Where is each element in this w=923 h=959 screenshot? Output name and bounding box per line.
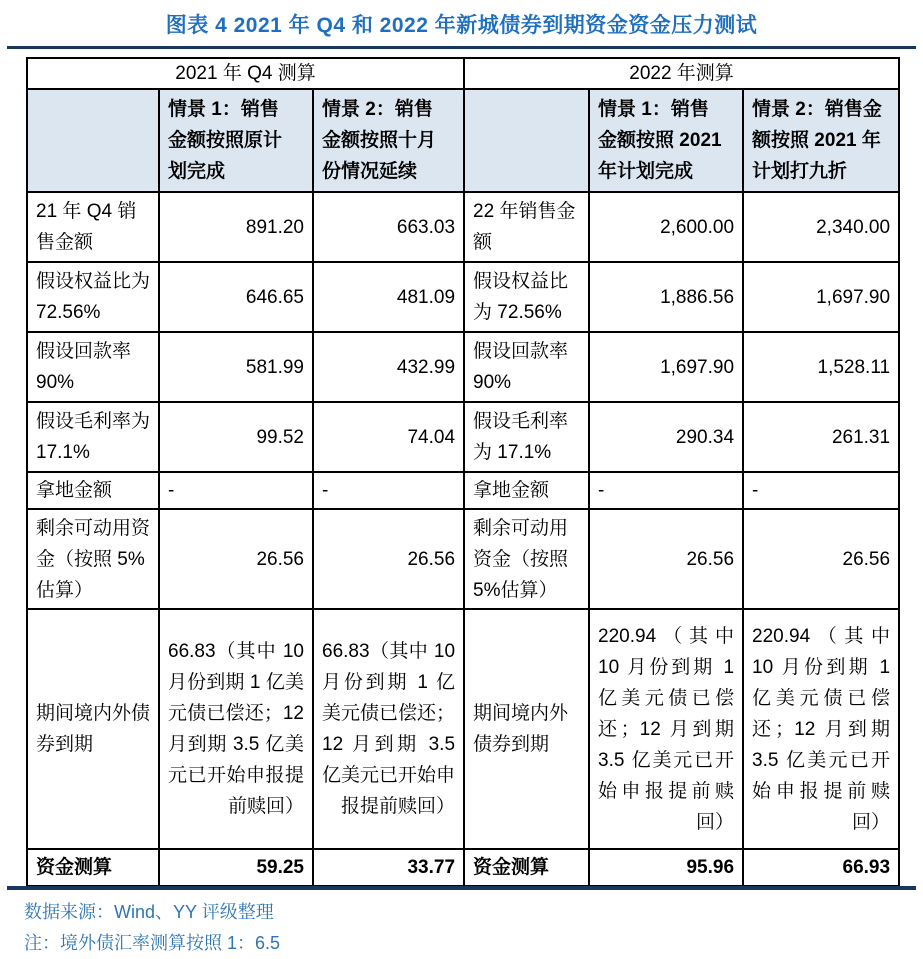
value-cell: 581.99 <box>159 332 313 402</box>
value-cell: 220.94（其中 10 月份到期 1 亿美元债已偿还；12 月到期 3.5 亿美元已开始申报提前赎回） <box>589 609 743 849</box>
value-cell: - <box>313 472 464 509</box>
row-label: 剩余可动用资金（按照 5%估算） <box>464 509 589 609</box>
stress-test-table <box>26 57 900 887</box>
row-label: 假设权益比为 72.56% <box>27 262 159 332</box>
row-label: 期间境内外债券到期 <box>27 609 159 849</box>
exchange-rate-note: 注：境外债汇率测算按照 1：6.5 <box>24 933 281 953</box>
value-cell: 891.20 <box>159 192 313 262</box>
scenario-header-empty-right <box>464 89 589 192</box>
table-row-sales <box>27 192 899 262</box>
total-value: 33.77 <box>313 849 464 886</box>
scenario-header-right-1: 情景 1：销售金额按照 2021 年计划完成 <box>589 89 743 192</box>
total-value: 66.93 <box>743 849 899 886</box>
value-cell: 26.56 <box>589 509 743 609</box>
value-cell: 26.56 <box>159 509 313 609</box>
scenario-header-left-1: 情景 1：销售金额按照原计划完成 <box>159 89 313 192</box>
value-cell: 66.83（其中 10 月份到期 1 亿美元债已偿还；12 月到期 3.5 亿美元已开始申报提前赎回） <box>159 609 313 849</box>
value-cell: 1,886.56 <box>589 262 743 332</box>
group-header-2022: 2022 年测算 <box>464 58 899 89</box>
value-cell: 481.09 <box>313 262 464 332</box>
table-row-equity-ratio <box>27 262 899 332</box>
top-divider-rule <box>7 46 916 49</box>
row-label: 假设回款率 90% <box>464 332 589 402</box>
value-cell: 290.34 <box>589 402 743 472</box>
value-cell: 1,697.90 <box>743 262 899 332</box>
value-cell: 432.99 <box>313 332 464 402</box>
data-source-note: 数据来源：Wind、YY 评级整理 <box>24 902 274 922</box>
value-cell: - <box>159 472 313 509</box>
row-label: 22 年销售金额 <box>464 192 589 262</box>
group-header-row <box>27 58 899 89</box>
group-header-2021q4: 2021 年 Q4 测算 <box>27 58 464 89</box>
scenario-header-right-2: 情景 2：销售金额按照 2021 年计划打九折 <box>743 89 899 192</box>
table-row-bond-maturities <box>27 609 899 849</box>
table-row-remaining-funds <box>27 509 899 609</box>
row-label: 剩余可动用资金（按照 5%估算） <box>27 509 159 609</box>
value-cell: 66.83（其中 10 月份到期 1 亿美元债已偿还；12 月到期 3.5 亿美元已开始申报提前赎回） <box>313 609 464 849</box>
value-cell: 26.56 <box>743 509 899 609</box>
table-row-gross-margin <box>27 402 899 472</box>
row-label: 拿地金额 <box>27 472 159 509</box>
row-label: 假设回款率 90% <box>27 332 159 402</box>
row-label: 期间境内外债券到期 <box>464 609 589 849</box>
total-value: 95.96 <box>589 849 743 886</box>
value-cell: - <box>743 472 899 509</box>
figure-title: 图表 4 2021 年 Q4 和 2022 年新城债券到期资金资金压力测试 <box>165 14 758 37</box>
value-cell: 2,600.00 <box>589 192 743 262</box>
row-label: 假设毛利率为 17.1% <box>464 402 589 472</box>
scenario-header-row <box>27 89 899 192</box>
value-cell: 99.52 <box>159 402 313 472</box>
scenario-header-empty-left <box>27 89 159 192</box>
value-cell: - <box>589 472 743 509</box>
value-cell: 26.56 <box>313 509 464 609</box>
row-label: 拿地金额 <box>464 472 589 509</box>
value-cell: 646.65 <box>159 262 313 332</box>
row-label: 21 年 Q4 销售金额 <box>27 192 159 262</box>
value-cell: 261.31 <box>743 402 899 472</box>
row-label: 假设权益比为 72.56% <box>464 262 589 332</box>
value-cell: 1,697.90 <box>589 332 743 402</box>
scenario-header-left-2: 情景 2：销售金额按照十月份情况延续 <box>313 89 464 192</box>
value-cell: 74.04 <box>313 402 464 472</box>
value-cell: 663.03 <box>313 192 464 262</box>
value-cell: 220.94（其中 10 月份到期 1 亿美元债已偿还；12 月到期 3.5 亿美元已开始申报提前赎回） <box>743 609 899 849</box>
value-cell: 1,528.11 <box>743 332 899 402</box>
total-value: 59.25 <box>159 849 313 886</box>
value-cell: 2,340.00 <box>743 192 899 262</box>
row-label: 假设毛利率为 17.1% <box>27 402 159 472</box>
table-row-collection-rate <box>27 332 899 402</box>
total-label: 资金测算 <box>27 849 159 886</box>
table-row-land-acquisition <box>27 472 899 509</box>
table-row-funds-result <box>27 849 899 886</box>
total-label: 资金测算 <box>464 849 589 886</box>
